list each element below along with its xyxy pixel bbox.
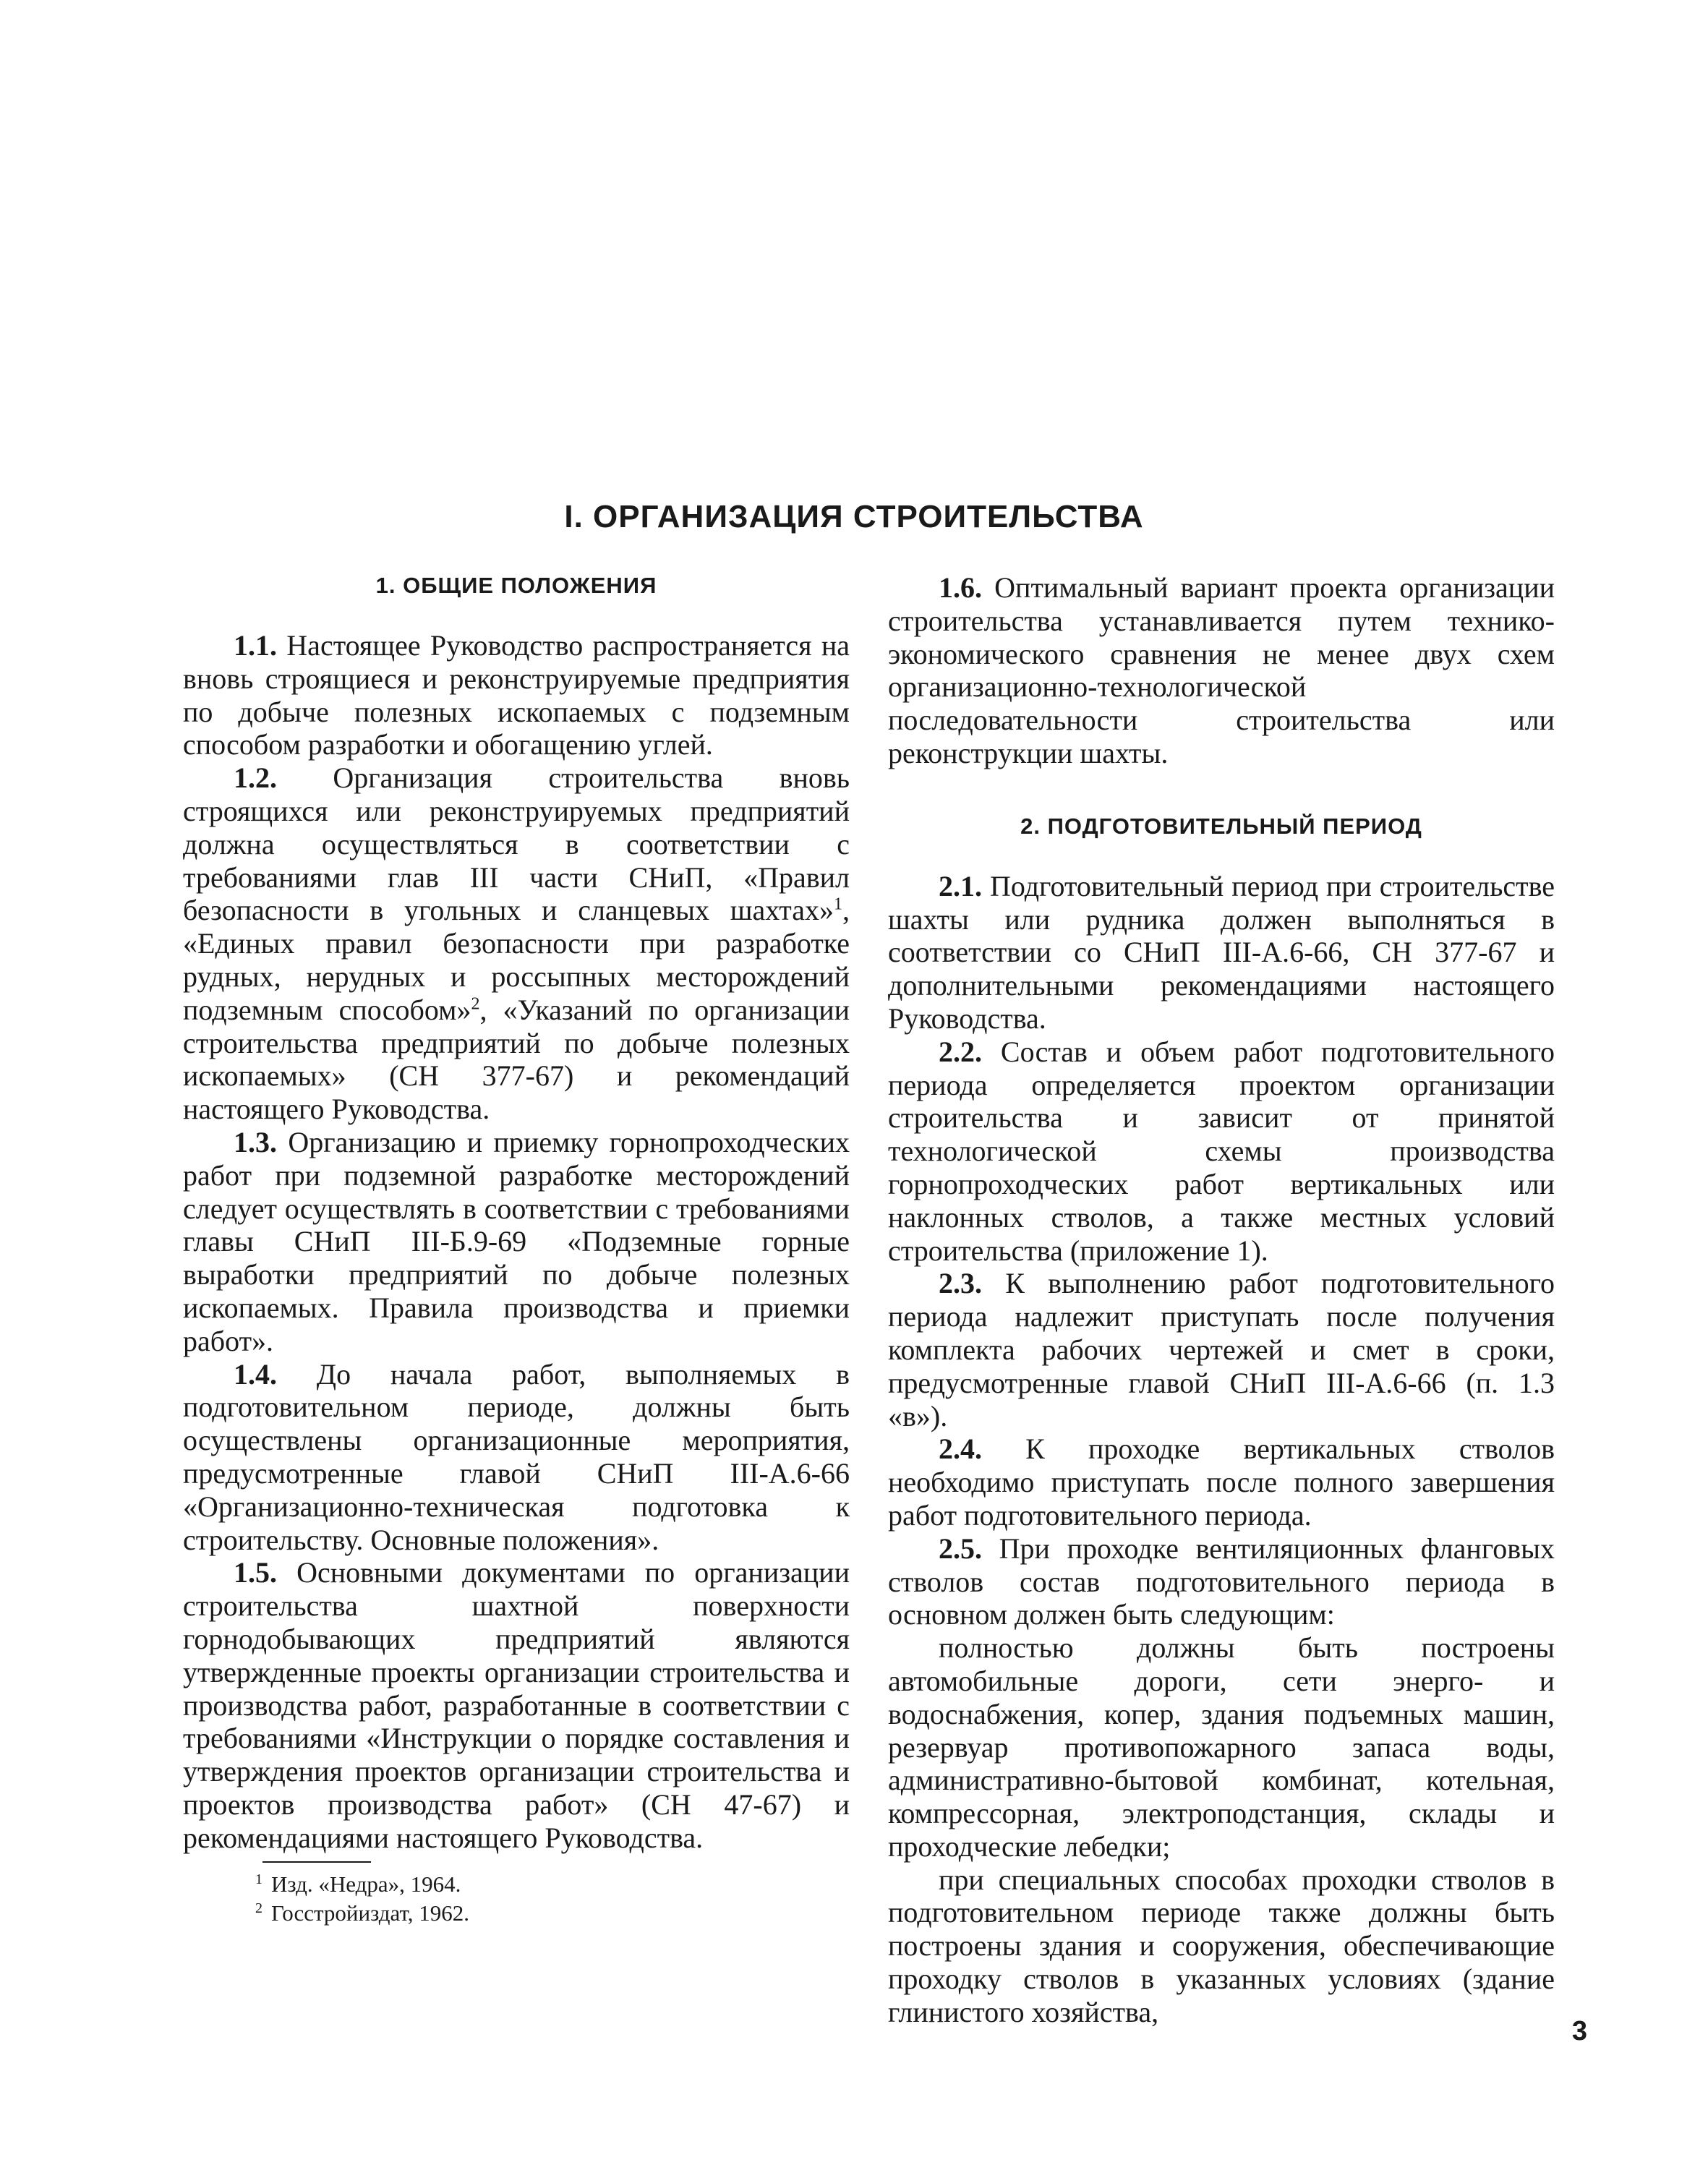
section-1-heading: 1. ОБЩИЕ ПОЛОЖЕНИЯ — [375, 573, 657, 598]
paragraph-text: Организацию и приемку горнопроходческих работ при подземной разработке месторождений следует осуществлять в соответствии с требованиями главы СНиП III-Б.9-69 «Подземные горные выработки предприятий по добыче полезных ископаемых. Правила производства и приемки работ». — [183, 1125, 850, 1357]
paragraph-number: 2.2. — [939, 1035, 982, 1068]
paragraph-2-5-list-b: при специальных способах проходки стволов в подготовительном периоде также должны быть построены здания и сооружения, обеспечивающие проходку стволов в указанных условиях (здание глинистого хозяйства, — [888, 1863, 1555, 2028]
paragraph-number: 1.5. — [234, 1556, 277, 1589]
paragraph-text: Настоящее Руководство распространяется на вновь строящиеся и реконструируемые предприятия по добыче полезных ископаемых с подземным способом разработки и обогащению углей. — [183, 629, 850, 761]
paragraph-1-1 — [183, 629, 850, 761]
paragraph-2-2 — [888, 1035, 1555, 1268]
paragraph-2-5-list-a: полностью должны быть построены автомобильные дороги, сети энерго- и водоснабжения, копер, здания подъемных машин, резервуар противопожарного запаса воды, административно-бытовой комбинат, котельная, компрессорная, электроподстанция, склады и проходческие лебедки; — [888, 1631, 1555, 1863]
footnote-2 — [183, 1899, 850, 1928]
footnote-ref: 2 — [471, 994, 480, 1014]
paragraph-2-5 — [888, 1532, 1555, 1631]
paragraph-number: 2.1. — [939, 869, 982, 902]
paragraph-number: 2.4. — [939, 1432, 982, 1466]
paragraph-2-1 — [888, 870, 1555, 1035]
page-number: 3 — [1571, 2016, 1587, 2046]
footnote-divider — [262, 1861, 371, 1863]
footnote-mark: 1 — [255, 1871, 262, 1888]
paragraph-number: 1.2. — [234, 761, 277, 795]
right-column — [888, 571, 1555, 2029]
paragraph-number: 2.5. — [939, 1532, 982, 1565]
footnote-text: Госстройиздат, 1962. — [271, 1900, 469, 1926]
paragraph-1-5 — [183, 1556, 850, 1854]
paragraph-1-2 — [183, 761, 850, 1126]
paragraph-number: 2.3. — [939, 1267, 982, 1300]
paragraph-number: 1.1. — [234, 629, 277, 662]
section-2-heading: 2. ПОДГОТОВИТЕЛЬНЫЙ ПЕРИОД — [1020, 813, 1422, 839]
paragraph-text: Подготовительный период при строительстве шахты или рудника должен выполняться в соответствии со СНиП III-А.6-66, СН 377-67 и дополнительными рекомендациями настоящего Руководства. — [888, 869, 1555, 1035]
paragraph-text: К проходке вертикальных стволов необходимо приступать после полного завершения работ подготовительного периода. — [888, 1432, 1555, 1532]
paragraph-number: 1.6. — [939, 571, 982, 604]
paragraph-1-3 — [183, 1126, 850, 1358]
footnote-1 — [183, 1870, 850, 1899]
footnote-text: Изд. «Недра», 1964. — [271, 1871, 461, 1897]
paragraph-text: Основными документами по организации строительства шахтной поверхности горнодобывающих предприятий являются утвержденные проекты организации строительства и производства работ, разработанные в соответствии с требованиями «Инструкции о порядке составления и утверждения проектов организации строительства и проектов производства работ» (СН 47-67) и рекомендациями настоящего Руководства. — [183, 1556, 850, 1854]
paragraph-1-6 — [888, 571, 1555, 770]
left-column — [183, 571, 850, 1928]
paragraph-text: Состав и объем работ подготовительного периода определяется проектом организации строительства и зависит от принятой технологической схемы производства горнопроходческих работ вертикальных или наклонных стволов, а также местных условий строительства (приложение 1). — [888, 1035, 1555, 1267]
paragraph-2-4 — [888, 1432, 1555, 1532]
paragraph-text: , «Указаний по организации строительства предприятий по добыче полезных ископаемых» (СН 377-67) и рекомендаций настоящего Руководства. — [183, 993, 850, 1126]
paragraph-2-3 — [888, 1267, 1555, 1432]
footnote-mark: 2 — [255, 1900, 262, 1917]
paragraph-text: До начала работ, выполняемых в подготовительном периоде, должны быть осуществлены организационные мероприятия, предусмотренные главой СНиП III-А.6-66 «Организационно-техническая подготовка к строительству. Основные положения». — [183, 1357, 850, 1556]
page-title: I. ОРГАНИЗАЦИЯ СТРОИТЕЛЬСТВА — [564, 499, 1144, 534]
paragraph-text: Организация строительства вновь строящихся или реконструируемых предприятий должна осуществляться в соответствии с требованиями глав III части СНиП, «Правил безопасности в угольных и сланцевых шахтах» — [183, 761, 850, 927]
footnote-ref: 1 — [834, 895, 842, 915]
paragraph-text: Оптимальный вариант проекта организации строительства устанавливается путем технико-экономического сравнения не менее двух схем организационно-технологической последовательности строительства или реконструкции шахты. — [888, 571, 1555, 769]
paragraph-1-4 — [183, 1358, 850, 1557]
paragraph-text: При проходке вентиляционных фланговых стволов состав подготовительного периода в основном должен быть следующим: — [888, 1532, 1555, 1631]
paragraph-text: , «Единых правил безопасности при разработке рудных, нерудных и россыпных месторождений подземным способом» — [183, 894, 850, 1026]
paragraph-text: К выполнению работ подготовительного периода надлежит приступать после получения комплекта рабочих чертежей и смет в сроки, предусмотренные главой СНиП III-А.6-66 (п. 1.3 «в»). — [888, 1267, 1555, 1432]
paragraph-number: 1.3. — [234, 1125, 277, 1158]
paragraph-number: 1.4. — [234, 1357, 277, 1391]
